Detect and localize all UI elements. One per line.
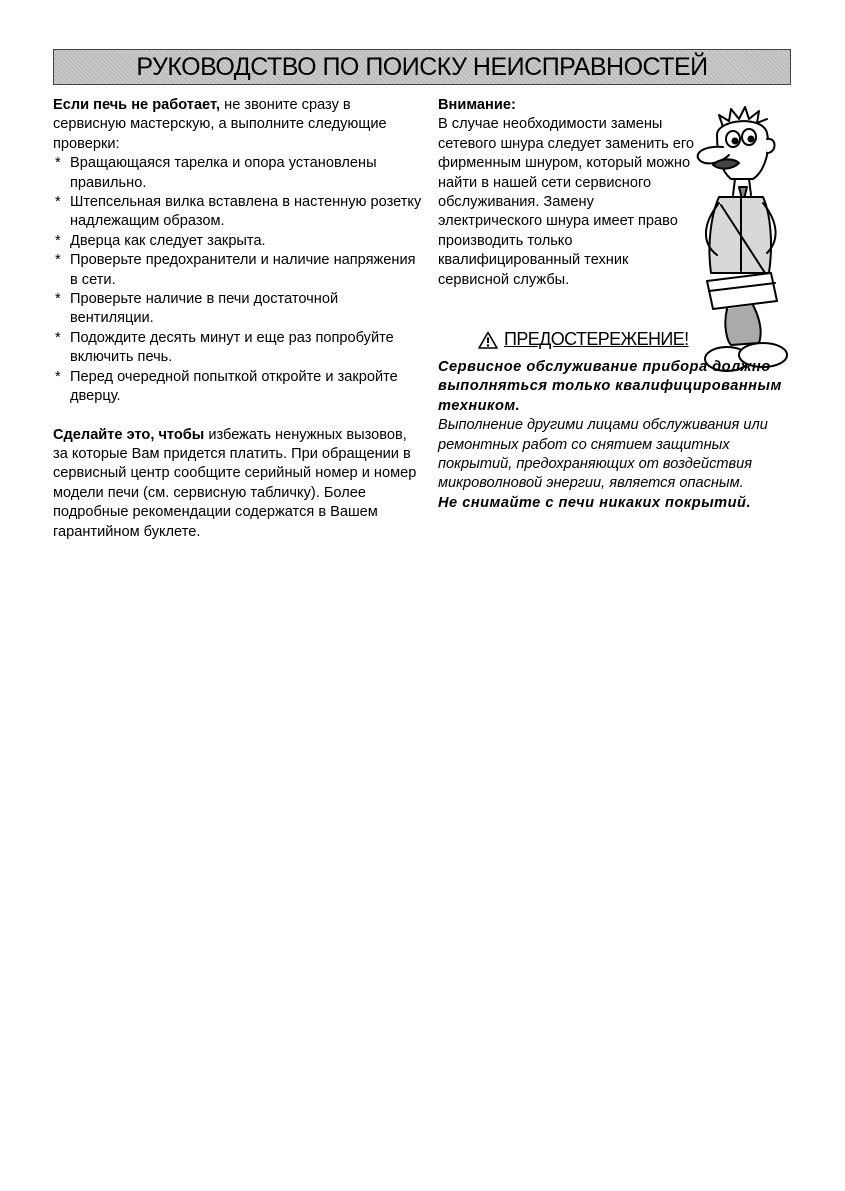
attention-body: В случае необходимости замены сетевого шнура следует заменить его фирменным шнуром, который можно найти в нашей сети сервисного обслуживания. Замену электрического шнура имеет право производить только квалифицированный техник сервисной службы.: [438, 116, 695, 288]
warning-triangle-icon: [478, 331, 498, 349]
bullet-star: *: [55, 291, 61, 308]
bullet-star: *: [55, 329, 61, 346]
bullet-star: *: [55, 368, 61, 385]
check-text: Перед очередной попыткой откройте и закройте дверцу.: [70, 368, 398, 405]
list-item: [53, 232, 423, 251]
list-item: [53, 329, 423, 368]
check-text: Вращающаяся тарелка и опора установлены правильно.: [70, 155, 377, 191]
check-text: Штепсельная вилка вставлена в настенную розетку надлежащим образом.: [70, 194, 422, 230]
spacer: [53, 407, 423, 426]
attention-title: Внимание:: [438, 97, 516, 113]
bullet-star: *: [55, 155, 61, 172]
page-title: РУКОВОДСТВО ПО ПОИСКУ НЕИСПРАВНОСТЕЙ: [136, 52, 708, 81]
intro-text: не звоните сразу в сервисную мастерскую, а выполните следующие проверки:: [53, 97, 387, 152]
list-item: [53, 368, 423, 407]
warning-body: Выполнение другими лицами обслуживания или ремонтных работ со снятием защитных покрытий, предохраняющих от воздействия микроволновой энергии, является опасным.: [438, 417, 768, 492]
warning-bold-text: Сервисное обслуживание прибора должно выполняться только квалифицированным техником.: [438, 359, 782, 414]
list-item: [53, 251, 423, 290]
warning-label: ПРЕДОСТЕРЕЖЕНИЕ!: [504, 329, 689, 349]
check-text: Проверьте наличие в печи достаточной вентиляции.: [70, 291, 339, 327]
left-column: [53, 96, 423, 542]
bullet-star: *: [55, 252, 61, 269]
technician-mascot-illustration: [683, 105, 789, 375]
list-item: [53, 290, 423, 329]
check-text: Дверца как следует закрыта.: [70, 232, 266, 249]
check-text: Проверьте предохранители и наличие напряжения в сети.: [70, 252, 416, 288]
outro-paragraph: [53, 426, 423, 542]
warning-block: [438, 358, 798, 513]
bullet-star: *: [55, 194, 61, 211]
intro-paragraph: [53, 96, 423, 154]
checks-list: [53, 154, 423, 406]
outro-lead: Сделайте это, чтобы: [53, 426, 205, 443]
list-item: [53, 193, 423, 232]
outro-text: избежать ненужных вызовов, за которые Вам придется платить. При обращении в сервисный центр сообщите серийный номер и номер модели печи (см. сервисную табличку). Более подробные рекомендации содержатся в Вашем гарантийном буклете.: [53, 426, 417, 540]
bullet-star: *: [55, 232, 61, 249]
title-banner: [53, 49, 791, 85]
warning-heading: [478, 329, 689, 350]
list-item: [53, 154, 423, 193]
warning-final: Не снимайте с печи никаких покрытий.: [438, 494, 752, 511]
intro-lead: Если печь не работает,: [53, 97, 221, 113]
check-text: Подождите десять минут и еще раз попробуйте включить печь.: [70, 329, 394, 366]
